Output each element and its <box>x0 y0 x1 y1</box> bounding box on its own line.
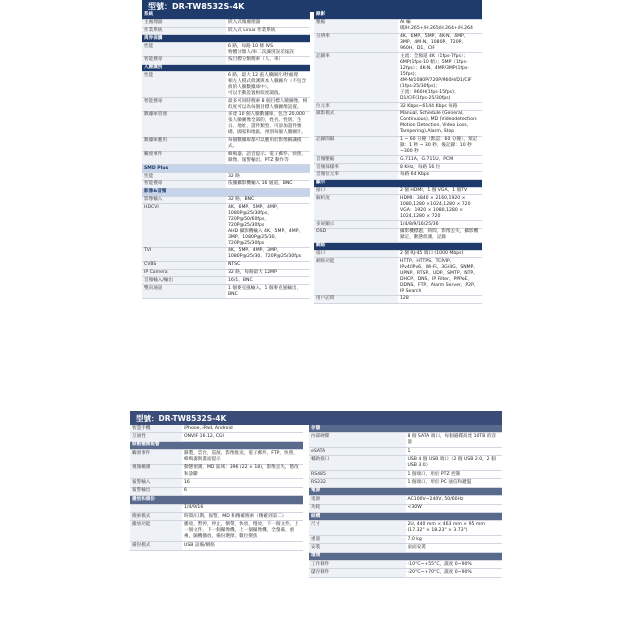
spec-row <box>309 569 502 577</box>
spec-value: NTSC <box>226 261 310 269</box>
spec-label: 數據庫應用 <box>142 137 226 151</box>
spec-value: 1 個麥克風輸入，1 個麥克風輸出，BNC <box>226 285 310 299</box>
spec-value: 時間/日期，報警，MD 和精確搜索（精確到第二） <box>182 512 303 520</box>
spec-label: RS485 <box>309 470 406 478</box>
spec-row <box>142 43 310 57</box>
section-header <box>130 496 303 504</box>
section-header <box>314 12 482 19</box>
spec-value: 依據攝影機輸入 16 通道，BNC <box>226 180 310 188</box>
spec-value: ONVIF 16.12, CGI <box>182 433 303 441</box>
section-title: 移動檢測報警 <box>130 441 303 449</box>
spec-row <box>314 110 482 136</box>
section-header <box>142 64 310 72</box>
spec-label: 報警輸出 <box>130 487 182 495</box>
spec-label: 多屏顯示 <box>314 221 398 229</box>
spec-label: 音頻輸入/輸出 <box>142 277 226 285</box>
spec-row <box>142 56 310 64</box>
spec-row <box>309 433 502 448</box>
spec-label <box>130 504 182 512</box>
spec-value: 4K、6MP、5MP、4K-N、4MP、3MP、4M-N、1080P、720P、960H、D1、CIF <box>398 33 482 53</box>
spec-value: 1 ~ 60 分鐘（默認：60 分鐘），預記錄：1 秒 ~ 30 秒，後記錄：10 秒~300 秒 <box>398 136 482 156</box>
spec-value: 8 KHz，每路 16 位 <box>398 164 482 172</box>
model-title-banner: 型號：DR-TW8532S-4K <box>130 411 502 425</box>
section-header <box>142 35 310 43</box>
spec-value: G.711A、G.711U、PCM <box>398 156 482 164</box>
spec-label: eSATA <box>309 447 406 455</box>
spec-label: 報警輸入 <box>130 479 182 487</box>
section-title: 網絡 <box>314 242 482 250</box>
spec-value: 1 個端口，用於 PC 通信和鍵盤 <box>406 479 503 487</box>
spec-row <box>314 136 482 156</box>
model-title-banner: 型號：DR-TW8532S-4K <box>142 0 482 12</box>
spec-label: 功耗 <box>309 504 406 512</box>
spec-row <box>142 173 310 181</box>
spec-row <box>309 496 502 504</box>
spec-value: USB 4 個 USB 端口（2 個 USB 2.0，2 個 USB 3.0） <box>406 456 503 471</box>
section-title: 存儲 <box>309 425 502 433</box>
spec-label: 解析度 <box>314 195 398 221</box>
spec-label: 輔助接口 <box>309 456 406 471</box>
spec-value: 嵌入式微處理器 <box>226 19 310 27</box>
spec-row <box>314 156 482 164</box>
spec-row <box>314 221 482 229</box>
spec-row <box>309 456 502 471</box>
spec-label: 主處理器 <box>142 19 226 27</box>
spec-row <box>142 19 310 27</box>
spec-row <box>142 204 310 248</box>
section-title: 顯示 <box>314 179 482 187</box>
spec-row <box>314 195 482 221</box>
section-title: 結構 <box>309 512 502 520</box>
section-header <box>309 512 502 520</box>
spec-label: 雙向通話 <box>142 285 226 299</box>
spec-row <box>314 258 482 296</box>
spec-row <box>142 248 310 262</box>
spec-label: 智能搜尋 <box>142 98 226 112</box>
spec-value: 1 個端口，用於 PTZ 控制 <box>406 470 503 478</box>
spec-row <box>142 27 310 35</box>
spec-value: 多達 10 個人臉數據庫，包含 20,000 張人臉圖像全部的，姓名、性別、生日、地址、證件類型、可添加證件號碼、國家和地區，州別每個人臉圖片。 <box>226 112 310 138</box>
spec-label: 網絡功能 <box>314 258 398 296</box>
spec-label: 作業系統 <box>142 27 226 35</box>
spec-label: 儲存條件 <box>309 569 406 577</box>
spec-label: 觸發事件 <box>142 151 226 165</box>
spec-label: 智慧手機 <box>130 425 182 433</box>
spec-row <box>130 479 303 487</box>
spec-value: 動態偵測，MD 區域：396 (22 × 18)，影像丟失，篡改和診斷 <box>182 464 303 479</box>
spec-value: HTTP、HTTPS、TCP/IP、IPv4/IPv6、Wi-Fi、3G/4G、SNMP、UPNP、RTSP、UDP、SMTP、NTP、DHCP、DNS、IP Filter、PPPoE、DDNS、FTP、Alarm Server、P2P、IP Search <box>398 258 482 296</box>
spec-label: 性能 <box>142 72 226 98</box>
spec-label: 備份模式 <box>130 542 182 550</box>
spec-label: CVBS <box>142 261 226 269</box>
spec-value: 32 路，BNC <box>226 196 310 204</box>
spec-value: 2 個 RJ-45 端口 (1000 Mbps) <box>398 250 482 258</box>
spec-row <box>130 504 303 512</box>
spec-row <box>142 137 310 151</box>
section-title: 播放和備份 <box>130 496 303 504</box>
spec-label: 尺寸 <box>309 521 406 536</box>
spec-label: HDCVI <box>142 204 226 248</box>
spec-label: 接口 <box>314 250 398 258</box>
spec-value: 2 個 HDMI，1 個 VGA，1 個TV <box>398 187 482 195</box>
spec-value: <30W <box>406 504 503 512</box>
spec-value: 7.0 kg <box>406 535 503 543</box>
spec-value: 32 路 <box>226 173 310 181</box>
spec-row <box>142 261 310 269</box>
spec-value: 每路 64 Kbps <box>398 172 482 180</box>
spec-value: 32 路，每路最大 12MP <box>226 269 310 277</box>
spec-value: 128 <box>398 296 482 304</box>
spec-row <box>142 277 310 285</box>
spec-label: 錄影模式 <box>314 110 398 136</box>
spec-column-right <box>306 425 502 578</box>
spec-row <box>142 180 310 188</box>
section-header <box>314 179 482 187</box>
section-header <box>142 165 310 173</box>
spec-label: 音頻壓縮 <box>314 156 398 164</box>
spec-value: 攝影機標題，時間，影像丟失，攝影機鎖定，動態偵測，記錄 <box>398 228 482 242</box>
section-title: 環境 <box>309 552 502 560</box>
spec-value: 嵌入式 Linux 作業系統 <box>226 27 310 35</box>
spec-column-left <box>142 12 312 304</box>
spec-row <box>130 512 303 520</box>
spec-value: 最多可同時搜索 8 個目標人臉圖像，相似度可以為每個目標人臉圖像設置。 <box>226 98 310 112</box>
spec-row <box>142 269 310 277</box>
spec-label: 視頻檢測 <box>130 464 182 479</box>
spec-value: 2U, 440 mm × 463 mm × 95 mm (17.32" × 18.23" × 3.73") <box>406 521 503 536</box>
spec-value: -10°C~+55°C，濕度 0~90% <box>406 561 503 569</box>
spec-row <box>314 250 482 258</box>
spec-row <box>309 561 502 569</box>
spec-row <box>130 487 303 495</box>
spec-value: 主流：全頻道 4K（1fps-7fps）；6MP(1fps-10 幀）；5MP（1fps-12fps）；4K-N、4MP/3MP(1fps-15fps)； 4M-N/1080P/720P/960H/D1/CIF (1fps-25/30fps)； 子流：960H(1fps-15fps)； D1/CIF(1fps-25/30fps) <box>398 53 482 103</box>
spec-value: 6 路，最大 12 張人臉圖片/秒處理 相左人模式偵測與本人臉圖片（不包含偵的人臉數據庫中）。 可以手動設置相似度閾值。 <box>226 72 310 98</box>
spec-row <box>314 103 482 111</box>
spec-value: 4K、6MP、5MP、4MP、 1080P@25/30fps、720P@50/60fps、 720P@25/30fps AHD 攝影機輸入 4K、5MP、4MP、 3MP、1080P@25/30、720P@25/30fps <box>226 204 310 248</box>
spec-row <box>314 19 482 33</box>
spec-value: iPhone, iPad, Android <box>182 425 303 433</box>
section-header <box>309 425 502 433</box>
spec-label: 記錄間隔 <box>314 136 398 156</box>
spec-label: 工作條件 <box>309 561 406 569</box>
section-header <box>142 188 310 196</box>
spec-value: 每個數據庫都可以應用於影像稱識模式。 <box>226 137 310 151</box>
spec-label: 安裝 <box>309 544 406 552</box>
spec-row <box>309 521 502 536</box>
spec-row <box>142 285 310 299</box>
spec-label: 記錄率 <box>314 53 398 103</box>
spec-label: 搜索模式 <box>130 512 182 520</box>
section-header <box>309 487 502 495</box>
spec-value: 32 Kbps~6144 Kbps 每路 <box>398 103 482 111</box>
spec-row <box>130 450 303 465</box>
section-title: 周界保護 <box>142 35 310 43</box>
spec-label: 性能 <box>142 43 226 57</box>
spec-label: 播放功能 <box>130 521 182 542</box>
spec-value: 1 <box>406 447 503 455</box>
spec-row <box>130 433 303 441</box>
spec-sheet-bottom <box>130 411 502 620</box>
spec-row <box>130 542 303 550</box>
spec-label: TVI <box>142 248 226 262</box>
spec-label: 性能 <box>142 173 226 181</box>
spec-label: 壓縮 <box>314 19 398 33</box>
spec-label: OSD <box>314 228 398 242</box>
spec-value: 桌面安裝 <box>406 544 503 552</box>
spec-value: USB 設備/網絡 <box>182 542 303 550</box>
spec-row <box>314 172 482 180</box>
spec-label: 音頻採樣率 <box>314 164 398 172</box>
spec-row <box>314 33 482 53</box>
spec-value: -20°C~+70°C，濕度 0~90% <box>406 569 503 577</box>
spec-value: 6 路，每路 10 條 IVS 物體分類人/車二次識別誤差報誤 <box>226 43 310 57</box>
spec-value: 1/4/9/16 <box>182 504 303 512</box>
spec-label: 位元率 <box>314 103 398 111</box>
spec-value: 按目標分類搜索（人、車） <box>226 56 310 64</box>
section-title: 電源 <box>309 487 502 495</box>
spec-value: 8 個 SATA 端口，每個磁碟高達 10TB 的容量 <box>406 433 503 448</box>
section-title: 系統 <box>142 12 310 19</box>
spec-row <box>130 521 303 542</box>
spec-value: 4K、5MP、4MP、3MP、 1080P@25/30、720P@25/30fps <box>226 248 310 262</box>
spec-row <box>309 479 502 487</box>
spec-value: Manual, Schedule (General, Continuous), MD (Videodetection: Motion Detection, Video Loss, Tampering),Alarm, Stop <box>398 110 482 136</box>
spec-row <box>142 98 310 112</box>
spec-value: AC100V~240V, 50/60Hz <box>406 496 503 504</box>
spec-row <box>142 151 310 165</box>
section-header <box>314 242 482 250</box>
spec-label: 互通性 <box>130 433 182 441</box>
section-title: 錄影 <box>314 12 482 19</box>
spec-row <box>309 544 502 552</box>
section-header <box>130 441 303 449</box>
section-title: SMD Plus <box>142 165 310 173</box>
spec-sheet-top <box>142 0 482 392</box>
spec-label: 接口 <box>314 187 398 195</box>
spec-row <box>142 196 310 204</box>
spec-label: 智能搜尋 <box>142 56 226 64</box>
spec-row <box>309 535 502 543</box>
section-title: 影像&音頻 <box>142 188 310 196</box>
spec-row <box>130 464 303 479</box>
spec-row <box>309 504 502 512</box>
spec-value: 1/4/8/9/16/25/36 <box>398 221 482 229</box>
spec-value: 錄製，雲台，巡演，影像推送，電子郵件，FTP，快照，蜂鳴器與畫面提示 <box>182 450 303 465</box>
spec-label: 數據庫管理 <box>142 112 226 138</box>
spec-row <box>314 228 482 242</box>
spec-label: 影像輸入 <box>142 196 226 204</box>
spec-label: 電源 <box>309 496 406 504</box>
spec-row <box>314 53 482 103</box>
spec-value: 蜂鳴器、語音提示、電子郵件、快照、錄像、報警輸出、PTZ 動作等 <box>226 151 310 165</box>
spec-row <box>142 72 310 98</box>
spec-value: 6 <box>182 487 303 495</box>
spec-label: 分辨率 <box>314 33 398 53</box>
spec-label: IP Camera <box>142 269 226 277</box>
spec-value: 16 <box>182 479 303 487</box>
section-title: 人臉識別 <box>142 64 310 72</box>
spec-row <box>309 447 502 455</box>
spec-label: 觸發事件 <box>130 450 182 465</box>
spec-label: 智能搜尋 <box>142 180 226 188</box>
spec-row <box>314 187 482 195</box>
spec-column-right <box>312 12 482 304</box>
spec-row <box>130 425 303 433</box>
spec-row <box>142 112 310 138</box>
spec-row <box>314 296 482 304</box>
spec-label: RS232 <box>309 479 406 487</box>
section-header <box>309 552 502 560</box>
spec-label: 重量 <box>309 535 406 543</box>
spec-label: 用戶訪問 <box>314 296 398 304</box>
spec-column-left <box>130 425 306 578</box>
spec-row <box>309 470 502 478</box>
spec-value: 播放，暫停，停止，倒帶，快放，慢放，下一個文件，上一個文件，下一個攝像機，上一個攝像機，全螢幕，重複，隨機播放，備份選擇，數位變焦 <box>182 521 303 542</box>
section-header <box>142 12 310 19</box>
spec-label: 內部硬碟 <box>309 433 406 448</box>
spec-value: AI 編碼/H.265+/H.265/H.264+/H.264 <box>398 19 482 33</box>
spec-label: 音頻位元率 <box>314 172 398 180</box>
spec-row <box>314 164 482 172</box>
spec-value: 16/1，BNC <box>226 277 310 285</box>
spec-value: HDMI：3840 × 2160,1920 × 1080,1280 ×1024,1280 × 720 VGA：1920 × 1080,1280 × 1024,1280 × 720 <box>398 195 482 221</box>
